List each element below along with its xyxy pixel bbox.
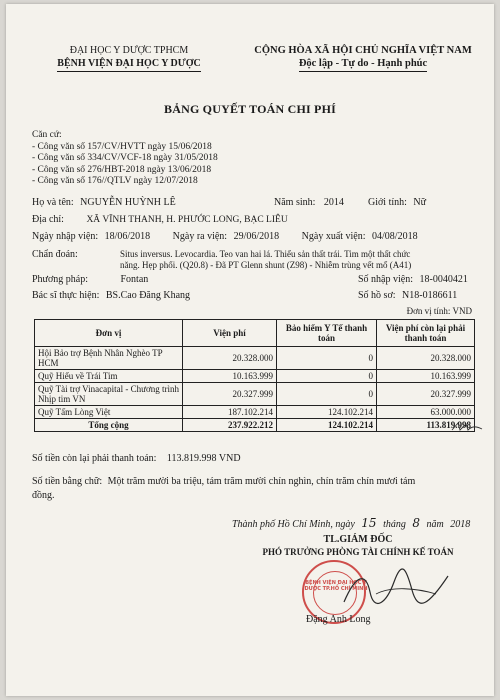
table-row (35, 406, 475, 419)
reference-item: - Công văn số 334/CV/VCF-18 ngày 31/05/2018 (32, 153, 218, 163)
country-name: CỘNG HÒA XÃ HỘI CHỦ NGHĨA VIỆT NAM (254, 45, 472, 56)
remaining-label: Số tiền còn lại phải thanh toán: (32, 453, 157, 464)
record-no-row (358, 274, 468, 285)
diagnosis-line: năng. Hẹp phổi. (Q20.8) - Đã PT Glenn shunt (Z98) - Nhiễm trùng vết mổ (A41) (120, 260, 412, 270)
dates-row (32, 231, 418, 242)
document-page (6, 4, 494, 696)
method-row (32, 274, 148, 285)
row-fee: 10.163.999 (183, 370, 277, 383)
address-row (32, 214, 288, 225)
unit-note: Đơn vị tính: VND (406, 306, 472, 316)
signer-role2: PHÓ TRƯỞNG PHÒNG TÀI CHÍNH KẾ TOÁN (262, 547, 454, 557)
row-remaining: 20.327.999 (377, 383, 475, 406)
total-remaining: 113.819.998 (377, 419, 475, 432)
admit-date: 18/06/2018 (104, 231, 151, 242)
university-name: ĐẠI HỌC Y DƯỢC TPHCM (69, 45, 189, 56)
diagnosis-label: Chẩn đoán: (32, 249, 78, 260)
birth-year: 2014 (323, 197, 344, 208)
total-label: Tổng cộng (35, 419, 183, 432)
reference-item: - Công văn số 157/CV/HVTT ngày 15/06/2018 (32, 141, 212, 152)
address: XÃ VĨNH THANH, H. PHƯỚC LONG, BẠC LIÊU (86, 215, 288, 225)
file-no: N18-0186611 (402, 290, 458, 301)
method-label: Phương pháp: (32, 274, 88, 285)
row-insurance: 0 (277, 370, 377, 383)
row-unit: Quỹ Hiểu về Trái Tim (35, 370, 183, 383)
document-title: BẢNG QUYẾT TOÁN CHI PHÍ (164, 102, 336, 116)
initials-mark (450, 420, 486, 434)
method: Fontan (120, 274, 149, 285)
admit-label: Ngày nhập viện: (32, 231, 99, 242)
doctor-label: Bác sĩ thực hiện: (32, 290, 100, 301)
table-row (35, 347, 475, 370)
address-label: Địa chỉ: (32, 214, 64, 225)
signer-name: Đặng Anh Long (306, 614, 371, 625)
file-no-row (358, 290, 457, 301)
discharge-date: 29/06/2018 (233, 231, 280, 242)
patient-name-row (32, 197, 176, 208)
issue-date: 04/08/2018 (372, 231, 418, 242)
discharge-label: Ngày ra viện: (172, 231, 228, 242)
row-remaining: 10.163.999 (377, 370, 475, 383)
total-insurance: 124.102.214 (277, 419, 377, 432)
file-no-label: Số hồ sơ: (358, 290, 396, 301)
signature-scribble (336, 564, 456, 614)
row-fee: 20.328.000 (183, 347, 277, 370)
signer-role1: TL.GIÁM ĐỐC (323, 534, 393, 545)
references-block (32, 130, 218, 188)
row-unit: Quỹ Tấm Lòng Việt (35, 406, 183, 419)
sign-year: 2018 (450, 519, 471, 530)
motto: Độc lập - Tự do - Hạnh phúc (228, 57, 494, 72)
row-insurance: 0 (277, 383, 377, 406)
row-fee: 20.327.999 (183, 383, 277, 406)
cost-table (34, 319, 475, 432)
row-unit: Quỹ Tài trợ Vinacapital - Chương trình Nhịp tim VN (35, 383, 183, 406)
gender-label: Giới tính: (368, 197, 407, 208)
place-date-line (232, 516, 470, 530)
diagnosis-text (120, 249, 411, 271)
col-header-unit: Đơn vị (35, 320, 183, 347)
row-insurance: 0 (277, 347, 377, 370)
place-date-prefix: Thành phố Hồ Chí Minh, ngày (232, 519, 355, 530)
doctor-row (32, 290, 190, 301)
stamp-text: BỆNH VIỆN ĐẠI HỌC Y DƯỢC TP.HỒ CHÍ MINH (304, 580, 368, 592)
gender: Nữ (413, 197, 427, 208)
record-no: 18-0040421 (419, 274, 468, 285)
reference-item: - Công văn số 276/HBT-2018 ngày 13/06/2018 (32, 164, 212, 175)
gender-row (368, 197, 426, 208)
col-header-insurance: Bảo hiểm Y Tế thanh toán (277, 320, 377, 347)
month-label: tháng (383, 519, 406, 530)
national-header (228, 44, 494, 72)
col-header-remaining: Viện phí còn lại phải thanh toán (377, 320, 475, 347)
row-remaining: 63.000.000 (377, 406, 475, 419)
issue-label: Ngày xuất viện: (301, 231, 366, 242)
table-row (35, 383, 475, 406)
words-label: Số tiền bằng chữ: (32, 476, 103, 487)
row-insurance: 124.102.214 (277, 406, 377, 419)
words-row (32, 475, 415, 503)
row-fee: 187.102.214 (183, 406, 277, 419)
diagnosis-line: Situs inversus. Levocardia. Teo van hai lá. Thiểu sản thất trái. Tim một thất chức (120, 249, 411, 259)
col-header-fee: Viện phí (183, 320, 277, 347)
row-remaining: 20.328.000 (377, 347, 475, 370)
table-row (35, 370, 475, 383)
words-text: Một trăm mười ba triệu, tám trăm mười chín nghìn, chín trăm chín mươi tám (107, 476, 416, 487)
record-no-label: Số nhập viện: (358, 274, 413, 285)
table-total-row (35, 419, 475, 432)
patient-name: NGUYỄN HUỲNH LÊ (80, 197, 176, 208)
sign-month: 8 (412, 516, 420, 530)
references-label: Căn cứ: (32, 130, 62, 140)
name-label: Họ và tên: (32, 197, 74, 208)
year-label: năm (426, 519, 444, 530)
remaining-row (32, 453, 241, 464)
words-text-cont: đồng. (32, 490, 55, 501)
doctor: BS.Cao Đăng Khang (105, 290, 191, 301)
hospital-header (24, 44, 234, 72)
sign-day: 15 (361, 516, 377, 530)
hospital-name: BỆNH VIỆN ĐẠI HỌC Y DƯỢC (24, 57, 234, 72)
remaining-value: 113.819.998 VND (166, 453, 241, 464)
birth-label: Năm sinh: (274, 197, 316, 208)
row-unit: Hội Bảo trợ Bệnh Nhân Nghèo TP HCM (35, 347, 183, 370)
birth-year-row (274, 197, 344, 208)
total-fee: 237.922.212 (183, 419, 277, 432)
reference-item: - Công văn số 176//QTLV ngày 12/07/2018 (32, 176, 198, 186)
table-header-row (35, 320, 475, 347)
